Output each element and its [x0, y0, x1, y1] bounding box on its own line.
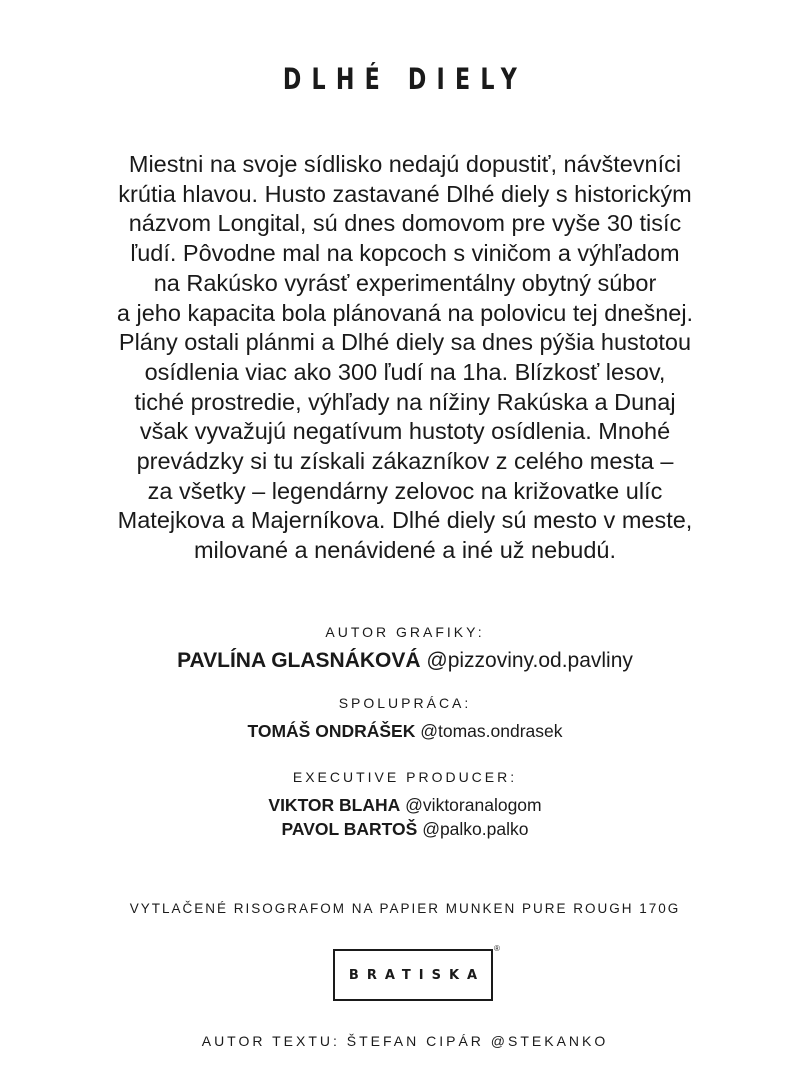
collab-label: SPOLUPRÁCA: — [338, 695, 472, 711]
body-line: milované a nenávidené a iné už nebudú. — [193, 537, 616, 564]
body-line: a jeho kapacita bola plánovaná na polovicu tej dnešnej. — [116, 299, 694, 326]
producer-name: VIKTOR BLAHA — [268, 795, 401, 815]
producer-credit — [0, 793, 810, 817]
print-note: VYTLAČENÉ RISOGRAFOM NA PAPIER MUNKEN PURE ROUGH 170G — [129, 901, 681, 916]
body-line: osídlenia viac ako 300 ľudí na 1ha. Blízkosť lesov, — [144, 358, 666, 385]
collab-handle: @tomas.ondrasek — [420, 721, 563, 741]
graphics-credit — [0, 649, 810, 673]
body-line: Matejkova a Majerníkova. Dlhé diely sú mesto v meste, — [117, 507, 693, 534]
body-line: za všetky – legendárny zelovoc na križovatke ulíc — [147, 477, 663, 504]
body-line: ľudí. Pôvodne mal na kopcoch s viničom a výhľadom — [130, 240, 680, 267]
producer-label: EXECUTIVE PRODUCER: — [292, 769, 518, 785]
producer-handle: @palko.palko — [422, 819, 529, 839]
body-line: prevádzky si tu získali zákazníkov z celého mesta – — [136, 448, 674, 475]
body-line: však vyvažujú negatívum hustoty osídlenia. Mnohé — [139, 418, 671, 445]
body-line: krútia hlavou. Husto zastavané Dlhé diely s historickým — [118, 180, 692, 207]
text-author: AUTOR TEXTU: ŠTEFAN CIPÁR @STEKANKO — [201, 1033, 609, 1049]
page-title: DLHÉ DIELY — [282, 62, 528, 96]
collab-name: TOMÁŠ ONDRÁŠEK — [247, 721, 416, 741]
body-line: názvom Longital, sú dnes domovom pre vyše 30 tisíc — [128, 210, 682, 237]
graphics-label: AUTOR GRAFIKY: — [325, 624, 485, 640]
producer-handle: @viktoranalogom — [405, 795, 542, 815]
bratiska-logo — [333, 949, 493, 1001]
graphics-name: PAVLÍNA GLASNÁKOVÁ — [177, 649, 421, 672]
body-line: Plány ostali plánmi a Dlhé diely sa dnes pýšia hustotou — [118, 329, 692, 356]
producer-credit — [0, 817, 810, 841]
body-text — [0, 150, 810, 566]
body-line: na Rakúsko vyrásť experimentálny obytný súbor — [153, 269, 657, 296]
registered-mark: ® — [494, 944, 500, 953]
graphics-handle: @pizzoviny.od.pavliny — [426, 649, 633, 672]
body-line: Miestni na svoje sídlisko nedajú dopustiť, návštevníci — [128, 151, 682, 177]
body-line: tiché prostredie, výhľady na nížiny Rakúska a Dunaj — [134, 388, 676, 415]
collab-credit — [0, 719, 810, 743]
producer-name: PAVOL BARTOŠ — [281, 819, 418, 839]
logo-text: BRATISKA — [348, 967, 486, 983]
